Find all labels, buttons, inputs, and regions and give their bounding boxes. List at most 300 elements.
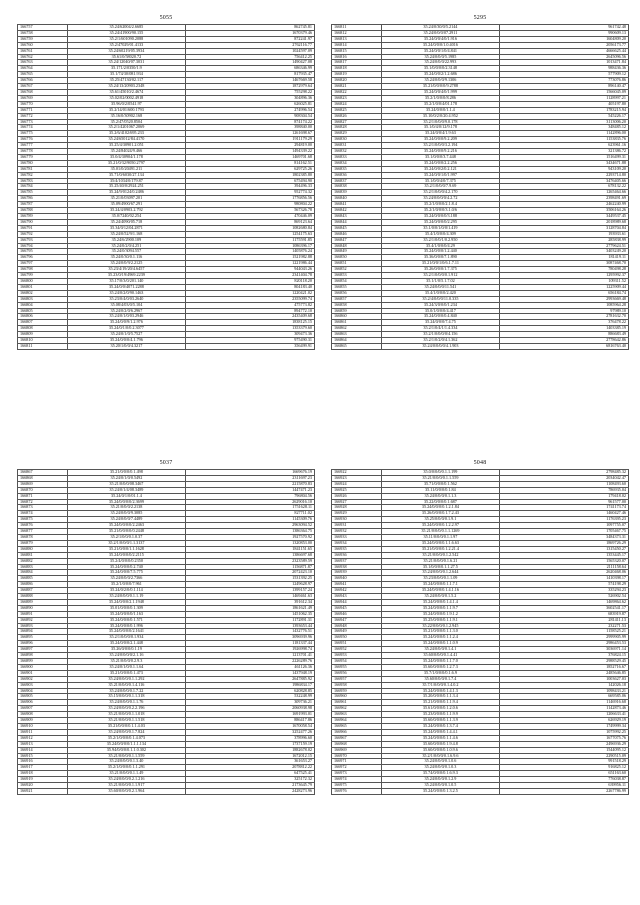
point-id-cell: 166760 bbox=[18, 42, 68, 48]
coordinate-cell: 35.24/0/0/0/0.1.1.3 bbox=[381, 493, 499, 499]
coordinate-cell: 35.2/6/4102/695.233 bbox=[67, 131, 185, 137]
value-cell: 2620468.06 bbox=[499, 570, 628, 576]
coordinate-cell: 35.24/0/0/0/0.1.4.1.16 bbox=[381, 588, 499, 594]
value-cell: 1882678.02 bbox=[185, 747, 314, 753]
value-cell: 1852716.67 bbox=[499, 664, 628, 670]
value-cell: 647525.41 bbox=[185, 771, 314, 777]
point-id-cell: 166962 bbox=[332, 706, 382, 712]
point-id-cell: 166887 bbox=[18, 588, 68, 594]
value-cell: 181419.11 bbox=[499, 255, 628, 261]
point-id-cell: 166771 bbox=[18, 107, 68, 113]
point-id-cell: 166777 bbox=[18, 143, 68, 149]
coordinate-cell: 35.1/0/4/0/12/9.178 bbox=[381, 125, 499, 131]
point-id-cell: 166799 bbox=[18, 273, 68, 279]
point-id-cell: 166886 bbox=[18, 582, 68, 588]
value-cell: 1669676.19 bbox=[185, 470, 314, 476]
coordinate-cell: 35.20/1/0/0/4.3217 bbox=[67, 343, 185, 349]
point-id-cell: 166974 bbox=[332, 777, 382, 783]
point-id-cell: 166953 bbox=[332, 653, 382, 659]
point-id-cell: 166816 bbox=[332, 54, 382, 60]
coordinate-cell: 35.21/0/0/0/0.1.498 bbox=[67, 470, 185, 476]
value-cell: 4666625.44 bbox=[499, 48, 628, 54]
value-cell: 391612.34 bbox=[185, 599, 314, 605]
value-cell: 2293714.80 bbox=[499, 172, 628, 178]
value-cell: 1403385.19 bbox=[499, 326, 628, 332]
point-id-cell: 166973 bbox=[332, 771, 382, 777]
point-id-cell: 166861 bbox=[332, 320, 382, 326]
coordinate-cell: 35.2/1/0/0/0/9.0.178 bbox=[381, 119, 499, 125]
coordinate-cell: 35.21/0/0/0/0.1.2.542 bbox=[381, 552, 499, 558]
coordinate-cell: 35.24/0/0/9/2.2125 bbox=[67, 261, 185, 267]
coordinate-cell: 35.4/1/0/0/0/4.309 bbox=[381, 231, 499, 237]
coordinate-cell: 35.24/0/0/0/1.0.4016 bbox=[381, 42, 499, 48]
coordinate-cell: 35.24/0/0/4/0/1.999 bbox=[381, 89, 499, 95]
point-id-cell: 166972 bbox=[332, 765, 382, 771]
coordinate-cell: 35.24/0/0/0/0.1.1.7.0 bbox=[381, 659, 499, 665]
point-id-cell: 166791 bbox=[18, 225, 68, 231]
point-id-cell: 166838 bbox=[332, 184, 382, 190]
value-cell: 3096939.96 bbox=[185, 635, 314, 641]
coordinate-cell: 35.21/0/0/0/1.1.1628 bbox=[67, 546, 185, 552]
point-id-cell: 166776 bbox=[18, 137, 68, 143]
coordinate-cell: 35.7/1/0/0/0/0.1.6.9 bbox=[381, 670, 499, 676]
coordinate-cell: 35.2/1/0/0/0/2.1.8.4 bbox=[381, 202, 499, 208]
coordinate-cell: 35.171/2/0350/1.9 bbox=[67, 66, 185, 72]
point-id-cell: 166775 bbox=[18, 131, 68, 137]
point-id-cell: 166965 bbox=[332, 723, 382, 729]
value-cell: 179418.02 bbox=[499, 493, 628, 499]
value-cell: 1410398.17 bbox=[499, 576, 628, 582]
coordinate-cell: 35.1/1/0/5.1.7.02 bbox=[381, 278, 499, 284]
value-cell: 1604809.20 bbox=[499, 36, 628, 42]
point-id-cell: 166840 bbox=[332, 196, 382, 202]
point-id-cell: 166888 bbox=[18, 594, 68, 600]
value-cell: 1566045.09 bbox=[499, 89, 628, 95]
point-id-cell: 166798 bbox=[18, 267, 68, 273]
point-id-cell: 166823 bbox=[332, 95, 382, 101]
point-id-cell: 166957 bbox=[332, 676, 382, 682]
point-id-cell: 166895 bbox=[18, 635, 68, 641]
value-cell: 2290515.09 bbox=[499, 753, 628, 759]
point-id-cell: 166870 bbox=[18, 487, 68, 493]
coordinate-cell: 35.24/0/0/0/2.1.1948 bbox=[67, 599, 185, 605]
point-id-cell: 166916 bbox=[18, 759, 68, 765]
coordinate-cell: 35.21/0/03097.201 bbox=[67, 196, 185, 202]
coordinate-cell: 35.24/0/0/0/0.1.0.3 bbox=[381, 765, 499, 771]
point-id-cell: 166761 bbox=[18, 48, 68, 54]
point-id-cell: 166768 bbox=[18, 89, 68, 95]
value-cell: 2435409.68 bbox=[185, 314, 314, 320]
point-id-cell: 166833 bbox=[332, 154, 382, 160]
table-row bbox=[18, 788, 315, 794]
value-cell: 1024597.09 bbox=[185, 48, 314, 54]
point-id-cell: 166939 bbox=[332, 570, 382, 576]
point-id-cell: 166770 bbox=[18, 101, 68, 107]
coordinate-cell: 35.24/0/0/0/0.2.2.196 bbox=[67, 706, 185, 712]
coordinate-cell: 35.24/84024/9.466 bbox=[67, 149, 185, 155]
point-id-cell: 166938 bbox=[332, 564, 382, 570]
point-id-cell: 166945 bbox=[332, 605, 382, 611]
point-id-cell: 166869 bbox=[18, 481, 68, 487]
coordinate-cell: 35.7/1/0/0/0/0.1.4.0.2 bbox=[381, 682, 499, 688]
point-id-cell: 166821 bbox=[332, 84, 382, 90]
value-cell: 3602541.17 bbox=[499, 605, 628, 611]
value-cell: 908304.54 bbox=[185, 113, 314, 119]
value-cell: 952774.32 bbox=[185, 190, 314, 196]
coordinate-cell: 35.24/0/3094.557 bbox=[67, 249, 185, 255]
coordinate-cell: 35.24/0/30/0.1.116 bbox=[67, 255, 185, 261]
value-cell: 2226289.76 bbox=[185, 659, 314, 665]
value-cell: 1353445.17 bbox=[499, 552, 628, 558]
coordinate-cell: 35.24/65012/84.4170 bbox=[67, 137, 185, 143]
point-id-cell: 166827 bbox=[332, 119, 382, 125]
point-id-cell: 166783 bbox=[18, 178, 68, 184]
value-cell: 1911179.29 bbox=[185, 137, 314, 143]
coordinate-cell: 35.10/0/2/0/20.4.952 bbox=[381, 113, 499, 119]
coordinate-cell: 35.25/0/0/0/0.1.1.9.1 bbox=[381, 617, 499, 623]
coordinate-cell: 35.25/40/0/2924.251 bbox=[67, 184, 185, 190]
value-cell: 348485.12 bbox=[499, 125, 628, 131]
value-cell: 1206633.41 bbox=[499, 712, 628, 718]
value-cell: 3252477.26 bbox=[185, 729, 314, 735]
coordinate-cell: 35.22/0/0/0/0.1.687 bbox=[381, 499, 499, 505]
point-id-cell: 166963 bbox=[332, 712, 382, 718]
coordinate-cell: 35.24/0/0/0/0.1.4.4.1 bbox=[381, 729, 499, 735]
point-id-cell: 166868 bbox=[18, 475, 68, 481]
point-id-cell: 166893 bbox=[18, 623, 68, 629]
point-id-cell: 166934 bbox=[332, 540, 382, 546]
coordinate-cell: 35.0/0/0/0/0.1.1.199 bbox=[381, 470, 499, 476]
point-id-cell: 166831 bbox=[332, 143, 382, 149]
coordinate-cell: 35.23/4/19/20/4.6457 bbox=[67, 267, 185, 273]
value-cell: 109311.52 bbox=[499, 278, 628, 284]
block-title: 5048 bbox=[473, 460, 487, 466]
coordinate-cell: 35.24/0/0/4/0/1.916 bbox=[381, 36, 499, 42]
value-cell: 943109.20 bbox=[499, 166, 628, 172]
point-id-cell: 166793 bbox=[18, 237, 68, 243]
value-cell: 1705467.75 bbox=[499, 529, 628, 535]
point-id-cell: 166901 bbox=[18, 670, 68, 676]
coordinate-cell: 35.24/0/0/0/0.1.571 bbox=[67, 617, 185, 623]
value-cell: 755298.22 bbox=[185, 89, 314, 95]
point-id-cell: 166796 bbox=[18, 255, 68, 261]
coordinate-cell: 35.24/0/0/0/0.2.740 bbox=[67, 564, 185, 570]
coordinate-cell: 35.24/0/0/0/0/4.1.903 bbox=[381, 343, 499, 349]
coordinate-cell: 35.24/0/0/0/0/2.1.16 bbox=[67, 653, 185, 659]
coordinate-cell: 35.24/12040/07.3031 bbox=[67, 60, 185, 66]
value-cell: 1003627.03 bbox=[499, 676, 628, 682]
value-cell: 2267786.99 bbox=[499, 788, 628, 794]
coordinate-cell: 35.24/0/0/2/1.2.686 bbox=[381, 72, 499, 78]
point-id-cell: 166883 bbox=[18, 564, 68, 570]
value-cell: 1172891.31 bbox=[185, 617, 314, 623]
value-cell: 1013471.84 bbox=[499, 60, 628, 66]
value-cell: 3506164.26 bbox=[499, 208, 628, 214]
value-cell: 872241.97 bbox=[185, 36, 314, 42]
value-cell: 886683.49 bbox=[499, 332, 628, 338]
point-id-cell: 166853 bbox=[332, 273, 382, 279]
value-cell: 678132.22 bbox=[499, 184, 628, 190]
data-table bbox=[17, 469, 315, 795]
point-id-cell: 166864 bbox=[332, 338, 382, 344]
coordinate-cell: 35.24/0/0/0/0/3.188 bbox=[381, 214, 499, 220]
value-cell: 1128997.21 bbox=[499, 95, 628, 101]
value-cell: 1872979.64 bbox=[185, 84, 314, 90]
value-cell: 461126.36 bbox=[185, 664, 314, 670]
point-id-cell: 166924 bbox=[332, 481, 382, 487]
coordinate-cell: 35.21/0/0/0/2.2138 bbox=[67, 505, 185, 511]
value-cell: 3128704.84 bbox=[499, 225, 628, 231]
point-id-cell: 166914 bbox=[18, 747, 68, 753]
value-cell: 1447471.23 bbox=[185, 487, 314, 493]
point-id-cell: 166837 bbox=[332, 178, 382, 184]
point-id-cell: 166970 bbox=[332, 753, 382, 759]
coordinate-cell: 35.24/0/0/1/0/4.841 bbox=[381, 48, 499, 54]
value-cell: 2056173.77 bbox=[499, 42, 628, 48]
coordinate-cell: 35.1/0/0/0/0.1.1.27.5 bbox=[381, 564, 499, 570]
coordinate-cell: 35.21/0/0/1/0/6.1.7.11 bbox=[381, 261, 499, 267]
coordinate-cell: 35.24/0/0/0/0.1.4.1 bbox=[381, 647, 499, 653]
value-cell: 2779624.51 bbox=[499, 243, 628, 249]
value-cell: 475773.82 bbox=[185, 302, 314, 308]
coordinate-cell: 35.24/0/0/0/7.4489 bbox=[67, 517, 185, 523]
coordinate-cell: 35.24/4090/05.718 bbox=[67, 219, 185, 225]
value-cell: 1142896.00 bbox=[499, 131, 628, 137]
coordinate-cell: 35.01/0/0/0/0.1.309 bbox=[67, 605, 185, 611]
value-cell: 304896.36 bbox=[185, 95, 314, 101]
value-cell: 2647885.92 bbox=[185, 676, 314, 682]
point-id-cell: 166966 bbox=[332, 729, 382, 735]
value-cell: 2485646.85 bbox=[499, 670, 628, 676]
coordinate-cell: 35.60/0/0/0/0.1.2.7.3 bbox=[381, 664, 499, 670]
point-id-cell: 166829 bbox=[332, 131, 382, 137]
point-id-cell: 166943 bbox=[332, 594, 382, 600]
point-id-cell: 166842 bbox=[332, 208, 382, 214]
point-id-cell: 166815 bbox=[332, 48, 382, 54]
coordinate-cell: 35.24/0/0/0/0.1.1.4.6 bbox=[381, 735, 499, 741]
coordinate-cell: 35.24/0/0/4/1.9.63 bbox=[381, 131, 499, 137]
point-id-cell: 166905 bbox=[18, 694, 68, 700]
coordinate-cell: 35.24/0/0/0/1.2.440 bbox=[381, 249, 499, 255]
coordinate-cell: 35.24/0/0/0/4.1.796 bbox=[67, 338, 185, 344]
point-id-cell: 166944 bbox=[332, 599, 382, 605]
value-cell: 1460427.46 bbox=[499, 511, 628, 517]
value-cell: 285838.99 bbox=[499, 237, 628, 243]
value-cell: 626929.19 bbox=[499, 718, 628, 724]
table-block bbox=[17, 12, 315, 452]
point-id-cell: 166792 bbox=[18, 231, 68, 237]
value-cell: 623961.16 bbox=[499, 143, 628, 149]
point-id-cell: 166774 bbox=[18, 125, 68, 131]
coordinate-cell: 35.2/1/0/0/0.1.0.37 bbox=[67, 534, 185, 540]
value-cell: 961577.00 bbox=[499, 499, 628, 505]
coordinate-cell: 35.20/0/0/0/0.1.1.3.4 bbox=[381, 694, 499, 700]
coordinate-cell: 35.24/0/52/9/1.168 bbox=[67, 231, 185, 237]
value-cell: 1776856.56 bbox=[185, 196, 314, 202]
point-id-cell: 166935 bbox=[332, 546, 382, 552]
coordinate-cell: 35.24/0/0/0/0/2.3699 bbox=[67, 499, 185, 505]
value-cell: 814162.51 bbox=[185, 160, 314, 166]
value-cell: 3113006.20 bbox=[499, 119, 628, 125]
value-cell: 1838125.15 bbox=[185, 320, 314, 326]
value-cell: 1393653.44 bbox=[185, 623, 314, 629]
point-id-cell: 166813 bbox=[332, 36, 382, 42]
point-id-cell: 166779 bbox=[18, 154, 68, 160]
point-id-cell: 166824 bbox=[332, 101, 382, 107]
value-cell: 545226.17 bbox=[499, 113, 628, 119]
value-cell: 896140.47 bbox=[499, 84, 628, 90]
value-cell: 1320853.00 bbox=[185, 540, 314, 546]
point-id-cell: 166891 bbox=[18, 611, 68, 617]
coordinate-cell: 35.23/0/4/0/03.2640 bbox=[67, 296, 185, 302]
point-id-cell: 166818 bbox=[332, 66, 382, 72]
value-cell: 1861621.49 bbox=[185, 605, 314, 611]
coordinate-cell: 35.24/0/0/0/2.7366 bbox=[67, 576, 185, 582]
value-cell: 961742.48 bbox=[499, 25, 628, 31]
coordinate-cell: 35.24/0/0/0/0.4.840 bbox=[381, 314, 499, 320]
coordinate-cell: 35.23/0/19/4969.2239 bbox=[67, 273, 185, 279]
value-cell: 2781632.70 bbox=[499, 314, 628, 320]
value-cell: 1386364.75 bbox=[185, 529, 314, 535]
value-cell: 325172.32 bbox=[185, 777, 314, 783]
coordinate-cell: 35/4/1034/0/179.87 bbox=[67, 178, 185, 184]
coordinate-cell: 35.1/0/0/0/0/2.3148 bbox=[381, 66, 499, 72]
coordinate-cell: 35.24/0/0/0/0.1.2.1.84 bbox=[381, 505, 499, 511]
coordinate-cell: 35.61/45010/2.4674 bbox=[67, 89, 185, 95]
point-id-cell: 166871 bbox=[18, 493, 68, 499]
point-id-cell: 166858 bbox=[332, 302, 382, 308]
coordinate-cell: 35.24/0/0/0/0/4.2.72 bbox=[381, 196, 499, 202]
point-id-cell: 166850 bbox=[332, 255, 382, 261]
coordinate-cell: 35.21/0/0/0/0.1.1.1269 bbox=[381, 529, 499, 535]
coordinate-cell: 35.1/0/0/1/0/0/1.419 bbox=[381, 225, 499, 231]
point-id-cell: 166890 bbox=[18, 605, 68, 611]
point-id-cell: 166772 bbox=[18, 113, 68, 119]
value-cell: 1315450.27 bbox=[499, 546, 628, 552]
value-cell: 1494339.22 bbox=[185, 149, 314, 155]
coordinate-cell: 35.25/47130/02.117 bbox=[67, 78, 185, 84]
coordinate-cell: 35.2/1/0/0/0/0.1.1.291 bbox=[67, 765, 185, 771]
coordinate-cell: 35.71/0/0/0/0.1.562 bbox=[381, 481, 499, 487]
coordinate-cell: 35.24/6/2900.109 bbox=[67, 237, 185, 243]
value-cell: 6816763.40 bbox=[499, 343, 628, 349]
coordinate-cell: 35.15/0/0/0/0.1.1.318 bbox=[67, 694, 185, 700]
value-cell: 1802385.80 bbox=[185, 172, 314, 178]
point-id-cell: 166836 bbox=[332, 172, 382, 178]
point-id-cell: 166832 bbox=[332, 149, 382, 155]
coordinate-cell: 35.2/1/0/0/0/0.1.934 bbox=[67, 635, 185, 641]
point-id-cell: 166856 bbox=[332, 290, 382, 296]
coordinate-cell: 35.61/0/58020.72 bbox=[67, 54, 185, 60]
coordinate-cell: 35.36/0/0/0/7.1.890 bbox=[381, 255, 499, 261]
point-id-cell: 166817 bbox=[332, 60, 382, 66]
coordinate-cell: 35.24/0/2/0/6.2967 bbox=[67, 308, 185, 314]
point-id-cell: 166810 bbox=[18, 338, 68, 344]
value-cell: 1672012.15 bbox=[185, 753, 314, 759]
point-id-cell: 166789 bbox=[18, 214, 68, 220]
value-cell: 1565320.07 bbox=[499, 558, 628, 564]
coordinate-cell: 35.2/47/0520.8504 bbox=[67, 119, 185, 125]
value-cell: 988436.36 bbox=[499, 66, 628, 72]
point-id-cell: 166839 bbox=[332, 190, 382, 196]
point-id-cell: 166926 bbox=[332, 493, 382, 499]
coordinate-cell: 35.11/0/0/0/0.1.1.97 bbox=[381, 534, 499, 540]
point-id-cell: 166764 bbox=[18, 66, 68, 72]
coordinate-cell: 35.1/0/0/0/3.7.448 bbox=[381, 154, 499, 160]
value-cell: 532248.99 bbox=[185, 694, 314, 700]
coordinate-cell: 35.2/1/0/0/0/3.1.0/6 bbox=[381, 208, 499, 214]
table-row bbox=[18, 343, 315, 349]
point-id-cell: 166797 bbox=[18, 261, 68, 267]
point-id-cell: 166929 bbox=[332, 511, 382, 517]
coordinate-cell: 35.34/0/12/04.2871 bbox=[67, 225, 185, 231]
value-cell: 1469461.63 bbox=[185, 594, 314, 600]
block-title: 5295 bbox=[473, 15, 487, 21]
coordinate-cell: 35.2/1/0/0/0/0.1.6.9.6 bbox=[381, 753, 499, 759]
coordinate-cell: 35.24/0/1/0/5.7527 bbox=[67, 332, 185, 338]
value-cell: 405197.80 bbox=[499, 101, 628, 107]
point-id-cell: 166811 bbox=[18, 343, 68, 349]
coordinate-cell: 35.24/0/0/0/7.4.75 bbox=[381, 320, 499, 326]
point-id-cell: 166903 bbox=[18, 682, 68, 688]
point-id-cell: 166758 bbox=[18, 30, 68, 36]
coordinate-cell: 35.24/0/0/0/9.2.216 bbox=[381, 149, 499, 155]
coordinate-cell: 35.60/0/0/0/0.1.0.9.6 bbox=[381, 747, 499, 753]
value-cell: 376824.15 bbox=[499, 653, 628, 659]
coordinate-cell: 35.24/0/0/0/0.1.1.76 bbox=[67, 700, 185, 706]
coordinate-cell: 35.25/0/0/0/0.1.9.1 bbox=[381, 517, 499, 523]
point-id-cell: 166814 bbox=[332, 42, 382, 48]
value-cell: 142026.18 bbox=[499, 682, 628, 688]
point-id-cell: 166884 bbox=[18, 570, 68, 576]
value-cell: 869123.64 bbox=[185, 219, 314, 225]
point-id-cell: 166969 bbox=[332, 747, 382, 753]
coordinate-cell: 35.94/0/0/0/0.1.1.0.302 bbox=[67, 747, 185, 753]
value-cell: 1249628.97 bbox=[185, 582, 314, 588]
point-id-cell: 166906 bbox=[18, 700, 68, 706]
point-id-cell: 166922 bbox=[332, 470, 382, 476]
coordinate-cell: 35.21/0/0/0/0.1.1.4.03 bbox=[67, 723, 185, 729]
value-cell: 1783215.94 bbox=[499, 107, 628, 113]
value-cell: 3087468.70 bbox=[499, 261, 628, 267]
value-cell: 796804.56 bbox=[185, 493, 314, 499]
coordinate-cell: 35.24/0/2/0/90.1463 bbox=[67, 290, 185, 296]
coordinate-cell: 35.2/1/0/4/1/1.4.334 bbox=[381, 326, 499, 332]
value-cell: 1432776.51 bbox=[185, 629, 314, 635]
value-cell: 1691993.01 bbox=[185, 712, 314, 718]
value-cell: 1405876.24 bbox=[185, 249, 314, 255]
coordinate-cell: 35.2/1/0/0/0/8.286 bbox=[381, 95, 499, 101]
coordinate-cell: 35.24/0/0/0/0/2.1641 bbox=[67, 629, 185, 635]
coordinate-cell: 35.24/0/1/0/01.1.4 bbox=[67, 493, 185, 499]
point-id-cell: 166919 bbox=[18, 777, 68, 783]
coordinate-cell: 35.26/0/0/0/1.7.375 bbox=[381, 267, 499, 273]
value-cell: 2428273.96 bbox=[185, 788, 314, 794]
value-cell: 894772.10 bbox=[185, 308, 314, 314]
point-id-cell: 166863 bbox=[332, 332, 382, 338]
value-cell: 2645096.56 bbox=[499, 54, 628, 60]
point-id-cell: 166955 bbox=[332, 664, 382, 670]
coordinate-cell: 35.24/0/0/0/0/2.295 bbox=[381, 219, 499, 225]
point-id-cell: 166759 bbox=[18, 36, 68, 42]
value-cell: 1221986.44 bbox=[185, 261, 314, 267]
point-id-cell: 166959 bbox=[332, 688, 382, 694]
value-cell: 470446.09 bbox=[185, 214, 314, 220]
point-id-cell: 166911 bbox=[18, 729, 68, 735]
coordinate-cell: 35.2/1/0/0/0/3.2.194 bbox=[381, 143, 499, 149]
coordinate-cell: 35.11/0/0/0/0.1.84 bbox=[381, 487, 499, 493]
value-cell: 820118.20 bbox=[185, 278, 314, 284]
